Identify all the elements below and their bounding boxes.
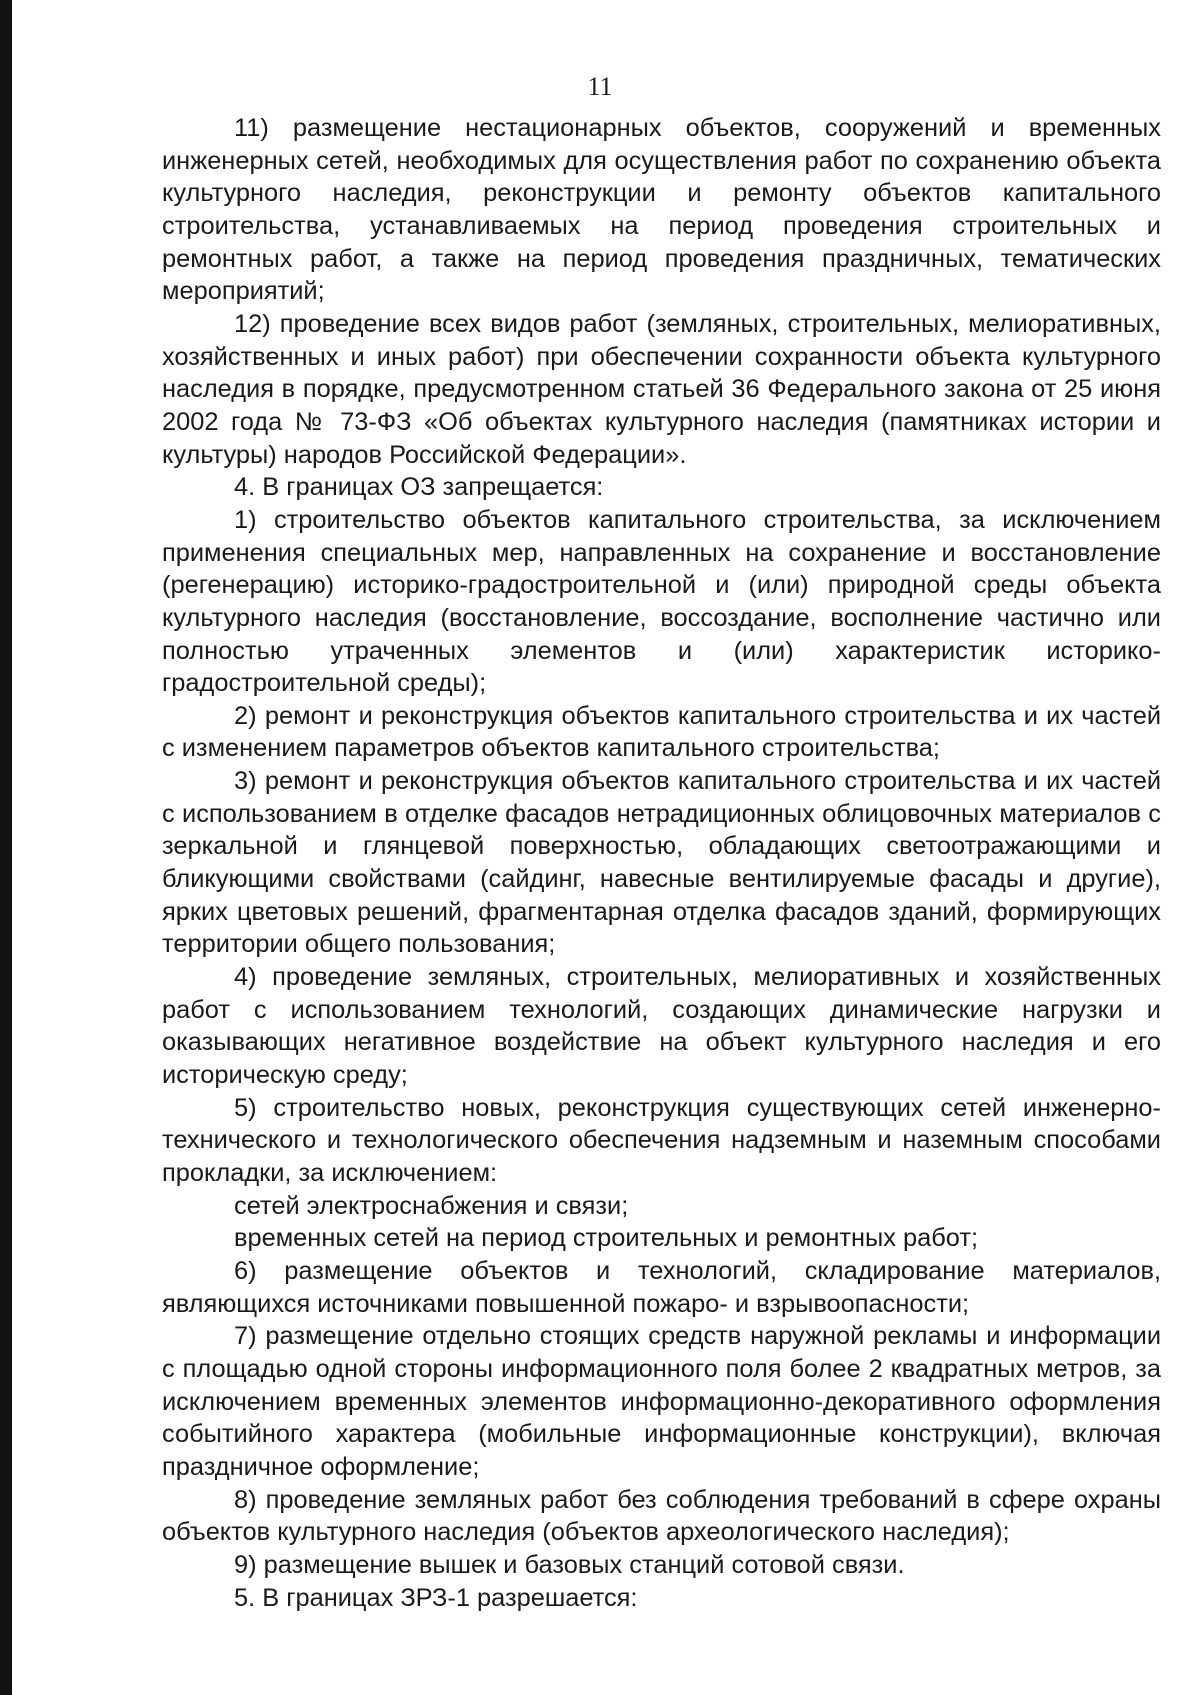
section-heading-4: 4. В границах ОЗ запрещается: [234, 473, 604, 502]
paragraph-item-12: 12) проведение всех видов работ (земляных, строительных, мелиоративных, хозяйственных и иных работ) при обеспечении сохранности объекта культурного наследия в порядке, предусмотренном статьей 36 Федерального закона от 25 июня 2002 года № 73-ФЗ «Об объектах культурного наследия (памятниках истории и культуры) народов Российской Федерации». [162, 309, 1161, 469]
paragraph-subitem-electric: сетей электроснабжения и связи; [234, 1191, 629, 1220]
paragraph-item-4: 4) проведение земляных, строительных, мелиоративных и хозяйственных работ с использованием технологий, создающих динамические нагрузки и оказывающих негативное воздействие на объект культурного наследия и его историческую среду; [162, 963, 1161, 1090]
paragraph-item-6: 6) размещение объектов и технологий, складирование материалов, являющихся источниками повышенной пожаро- и взрывоопасности; [162, 1256, 1161, 1318]
page-number: 11 [587, 72, 613, 101]
paragraph-item-7: 7) размещение отдельно стоящих средств наружной рекламы и информации с площадью одной стороны информационного поля более 2 квадратных метров, за исключением временных элементов информационно-декоративного оформления событийного характера (мобильные информационные конструкции), включая праздничное оформление; [162, 1322, 1161, 1481]
section-heading-5: 5. В границах ЗРЗ-1 разрешается: [234, 1583, 638, 1612]
paragraph-item-3: 3) ремонт и реконструкция объектов капитального строительства и их частей с использованием в отделке фасадов нетрадиционных облицовочных материалов с зеркальной и глянцевой поверхностью, обладающих светоотражающими и бликующими свойствами (сайдинг, навесные вентилируемые фасады и другие), ярких цветовых решений, фрагментарная отделка фасадов зданий, формирующих территории общего пользования; [162, 767, 1161, 959]
paragraph-item-1: 1) строительство объектов капитального строительства, за исключением применения специальных мер, направленных на сохранение и восстановление (регенерацию) историко-градостроительной и (или) природной среды объекта культурного наследия (восстановление, воссоздание, восполнение частично или полностью утраченных элементов и (или) характеристик историко-градостроительной среды); [162, 505, 1161, 698]
paragraph-item-11: 11) размещение нестационарных объектов, сооружений и временных инженерных сетей, необходимых для осуществления работ по сохранению объекта культурного наследия, реконструкции и ремонту объектов капитального строительства, устанавливаемых на период проведения строительных и ремонтных работ, а также на период проведения праздничных, тематических мероприятий; [162, 114, 1161, 306]
paragraph-item-9: 9) размещение вышек и базовых станций сотовой связи. [234, 1550, 905, 1579]
paragraph-subitem-temporary: временных сетей на период строительных и ремонтных работ; [234, 1224, 979, 1253]
paragraph-item-2: 2) ремонт и реконструкция объектов капитального строительства и их частей с изменением параметров объектов капитального строительства; [162, 701, 1161, 763]
scan-edge [0, 0, 12, 1695]
paragraph-item-5: 5) строительство новых, реконструкция существующих сетей инженерно-технического и технологического обеспечения надземным и наземным способами прокладки, за исключением: [162, 1093, 1161, 1187]
document-body [162, 112, 1161, 1614]
paragraph-item-8: 8) проведение земляных работ без соблюдения требований в сфере охраны объектов культурного наследия (объектов археологического наследия); [162, 1485, 1161, 1547]
